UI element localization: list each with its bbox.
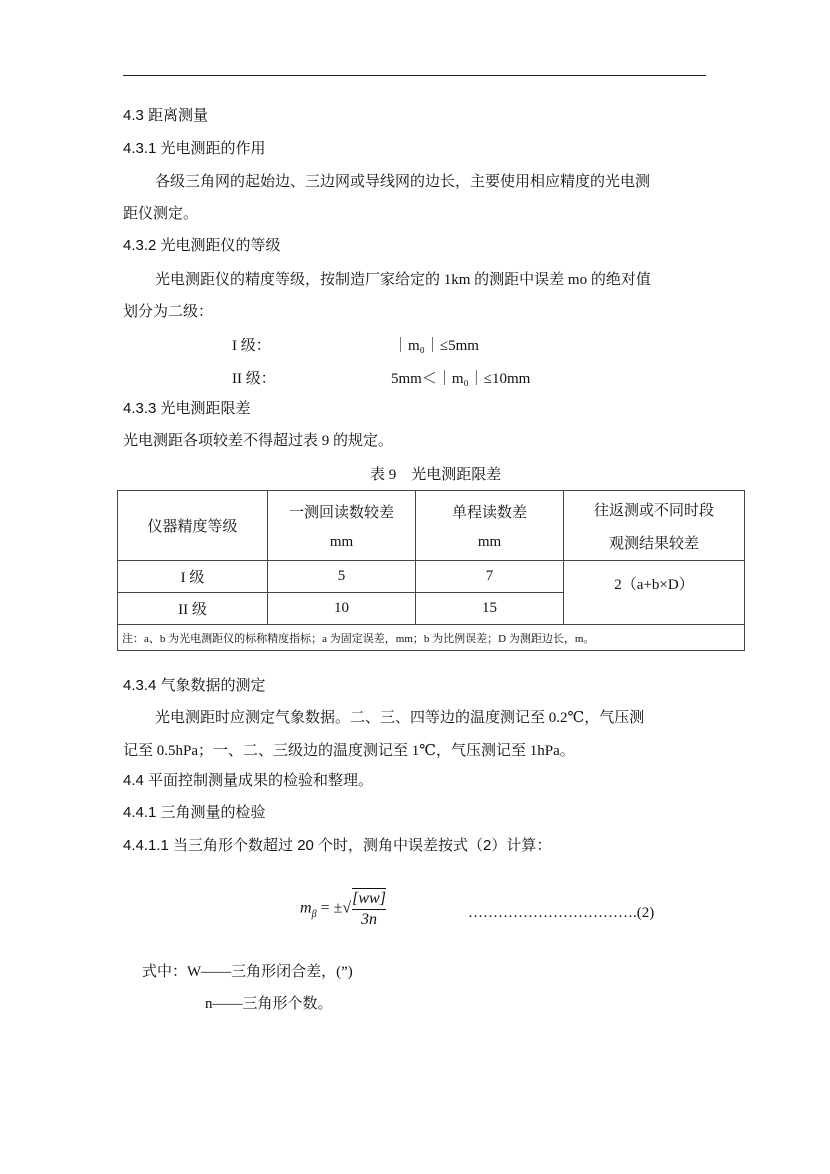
table-cell: 2（a+b×D） bbox=[564, 561, 745, 625]
section-heading: 4.3.3 光电测距限差 bbox=[123, 400, 251, 417]
table-row bbox=[118, 561, 745, 593]
grade-value: ｜m₀｜≤5mm bbox=[393, 338, 479, 354]
grade-label: II 级： bbox=[232, 371, 276, 387]
paragraph: 距仪测定。 bbox=[123, 206, 199, 222]
section-heading: 4.3.2 光电测距仪的等级 bbox=[123, 237, 281, 254]
table-cell: 10 bbox=[268, 593, 416, 625]
table-cell: 5 bbox=[268, 561, 416, 593]
header-cell: 单程读数差 mm bbox=[416, 491, 564, 561]
header-cell: 一测回读数较差 mm bbox=[268, 491, 416, 561]
table-cell: I 级 bbox=[118, 561, 268, 593]
paragraph: 光电测距仪的精度等级，按制造厂家给定的 1km 的测距中误差 mo 的绝对值 bbox=[155, 272, 651, 288]
section-heading: 4.4 平面控制测量成果的检验和整理。 bbox=[123, 772, 374, 789]
table-note: 注：a、b 为光电测距仪的标称精度指标；a 为固定误差，mm；b 为比例误差；D 为测距边长，m。 bbox=[118, 625, 745, 651]
formula: $m_\beta$ = ±√ $\frac{[ww]}{3n}$ bbox=[300, 890, 386, 928]
section-heading: 4.3.1 光电测距的作用 bbox=[123, 140, 266, 157]
header-rule bbox=[123, 75, 706, 76]
section-heading: 4.4.1.1 当三角形个数超过 20 个时，测角中误差按式（2）计算： bbox=[123, 837, 552, 854]
paragraph: 光电测距时应测定气象数据。二、三、四等边的温度测记至 0.2℃，气压测 bbox=[155, 710, 645, 726]
paragraph: n——三角形个数。 bbox=[205, 996, 333, 1012]
header-cell: 往返测或不同时段 观测结果较差 bbox=[564, 491, 745, 561]
section-heading: 4.3.4 气象数据的测定 bbox=[123, 677, 266, 694]
paragraph: 式中：W——三角形闭合差，(”) bbox=[142, 964, 353, 980]
table-caption: 表 9 光电测距限差 bbox=[370, 467, 502, 483]
header-cell: 仪器精度等级 bbox=[118, 491, 268, 561]
distance-tolerance-table bbox=[117, 490, 745, 651]
table-cell: II 级 bbox=[118, 593, 268, 625]
grade-value: 5mm＜｜m₀｜≤10mm bbox=[391, 371, 531, 387]
paragraph: 记至 0.5hPa；一、二、三级边的温度测记至 1℃，气压测记至 1hPa。 bbox=[123, 743, 575, 759]
section-heading: 4.4.1 三角测量的检验 bbox=[123, 804, 266, 821]
paragraph: 光电测距各项较差不得超过表 9 的规定。 bbox=[123, 433, 394, 449]
equation-number: …………………………….(2) bbox=[468, 905, 655, 921]
table-cell: 15 bbox=[416, 593, 564, 625]
section-heading: 4.3 距离测量 bbox=[123, 107, 209, 124]
paragraph: 划分为二级： bbox=[123, 304, 214, 320]
paragraph: 各级三角网的起始边、三边网或导线网的边长，主要使用相应精度的光电测 bbox=[155, 174, 651, 190]
table-header-row bbox=[118, 491, 745, 561]
table-cell: 7 bbox=[416, 561, 564, 593]
grade-label: I 级： bbox=[232, 338, 271, 354]
